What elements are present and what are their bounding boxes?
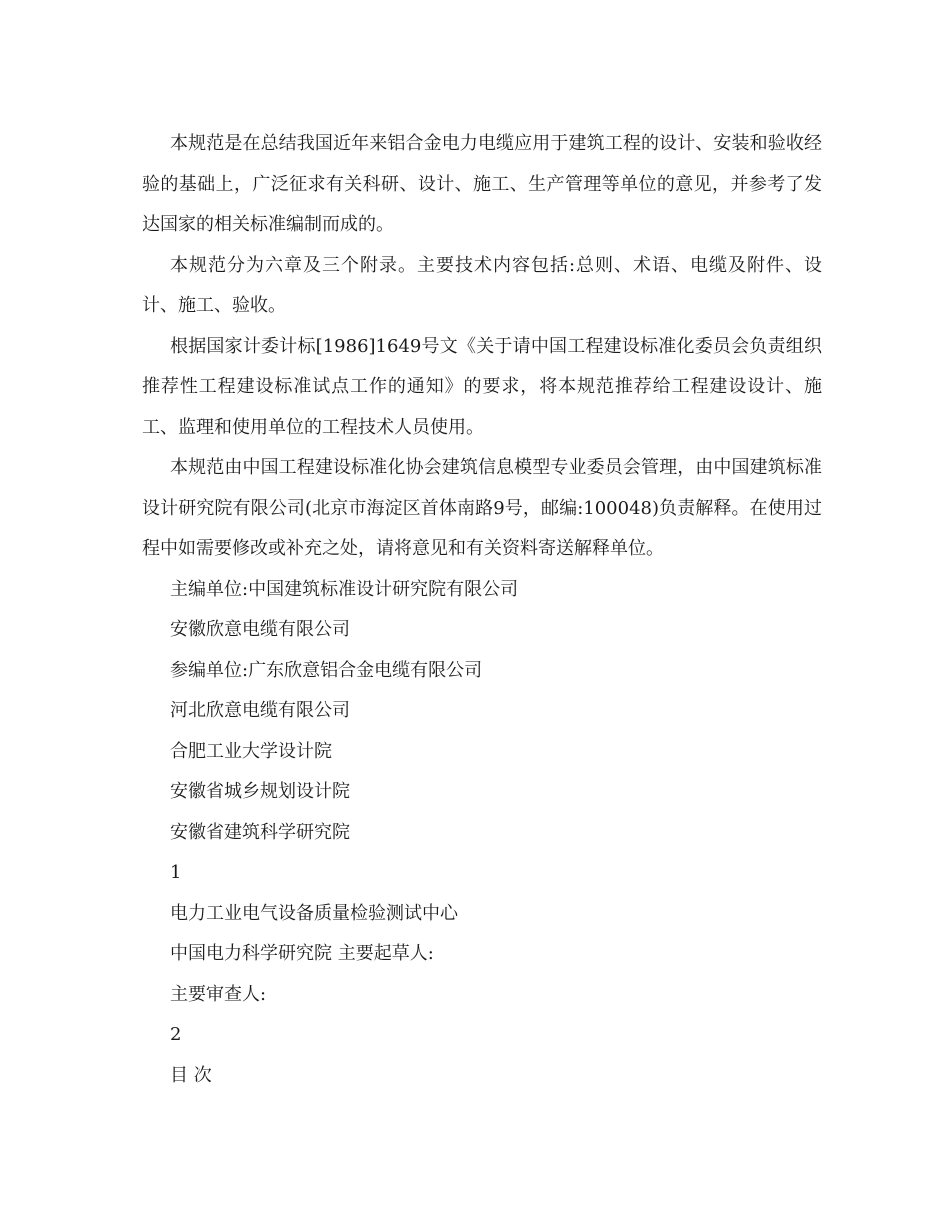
paragraph-management: 本规范由中国工程建设标准化协会建筑信息模型专业委员会管理，由中国建筑标准设计研究院有限公司(北京市海淀区首体南路9号，邮编:100048)负责解释。在使用过程中如需要修改或补充之处，请将意见和有关资料寄送解释单位。 — [142, 457, 822, 559]
participating-unit-6: 电力工业电气设备质量检验测试中心 — [170, 902, 458, 924]
page-number-1: 1 — [170, 862, 182, 883]
chief-editor-unit: 主编单位:中国建筑标准设计研究院有限公司 — [170, 578, 519, 600]
participating-unit-2: 河北欣意电缆有限公司 — [170, 700, 350, 721]
paragraph-basis: 根据国家计委计标[1986]1649号文《关于请中国工程建设标准化委员会负责组织推荐性工程建设标准试点工作的通知》的要求，将本规范推荐给工程建设设计、施工、监理和使用单位的工程技术人员使用。 — [142, 335, 822, 438]
page-number-2: 2 — [170, 1024, 182, 1045]
page-content — [142, 124, 822, 1096]
paragraph-preface: 本规范是在总结我国近年来铝合金电力电缆应用于建筑工程的设计、安装和验收经验的基础上，广泛征求有关科研、设计、施工、生产管理等单位的意见，并参考了发达国家的相关标准编制而成的。 — [142, 133, 822, 235]
participating-unit-7-and-drafters: 中国电力科学研究院 主要起草人: — [170, 943, 434, 964]
participating-unit-5: 安徽省建筑科学研究院 — [170, 821, 350, 843]
chief-reviewers: 主要审查人: — [170, 983, 267, 1005]
chief-editor-unit-2: 安徽欣意电缆有限公司 — [170, 619, 350, 640]
participating-unit: 参编单位:广东欣意铝合金电缆有限公司 — [170, 659, 483, 681]
toc-heading: 目 次 — [170, 1064, 212, 1086]
participating-unit-3: 合肥工业大学设计院 — [170, 740, 332, 762]
participating-unit-4: 安徽省城乡规划设计院 — [170, 781, 350, 802]
paragraph-structure: 本规范分为六章及三个附录。主要技术内容包括:总则、术语、电缆及附件、设计、施工、验收。 — [142, 254, 822, 316]
